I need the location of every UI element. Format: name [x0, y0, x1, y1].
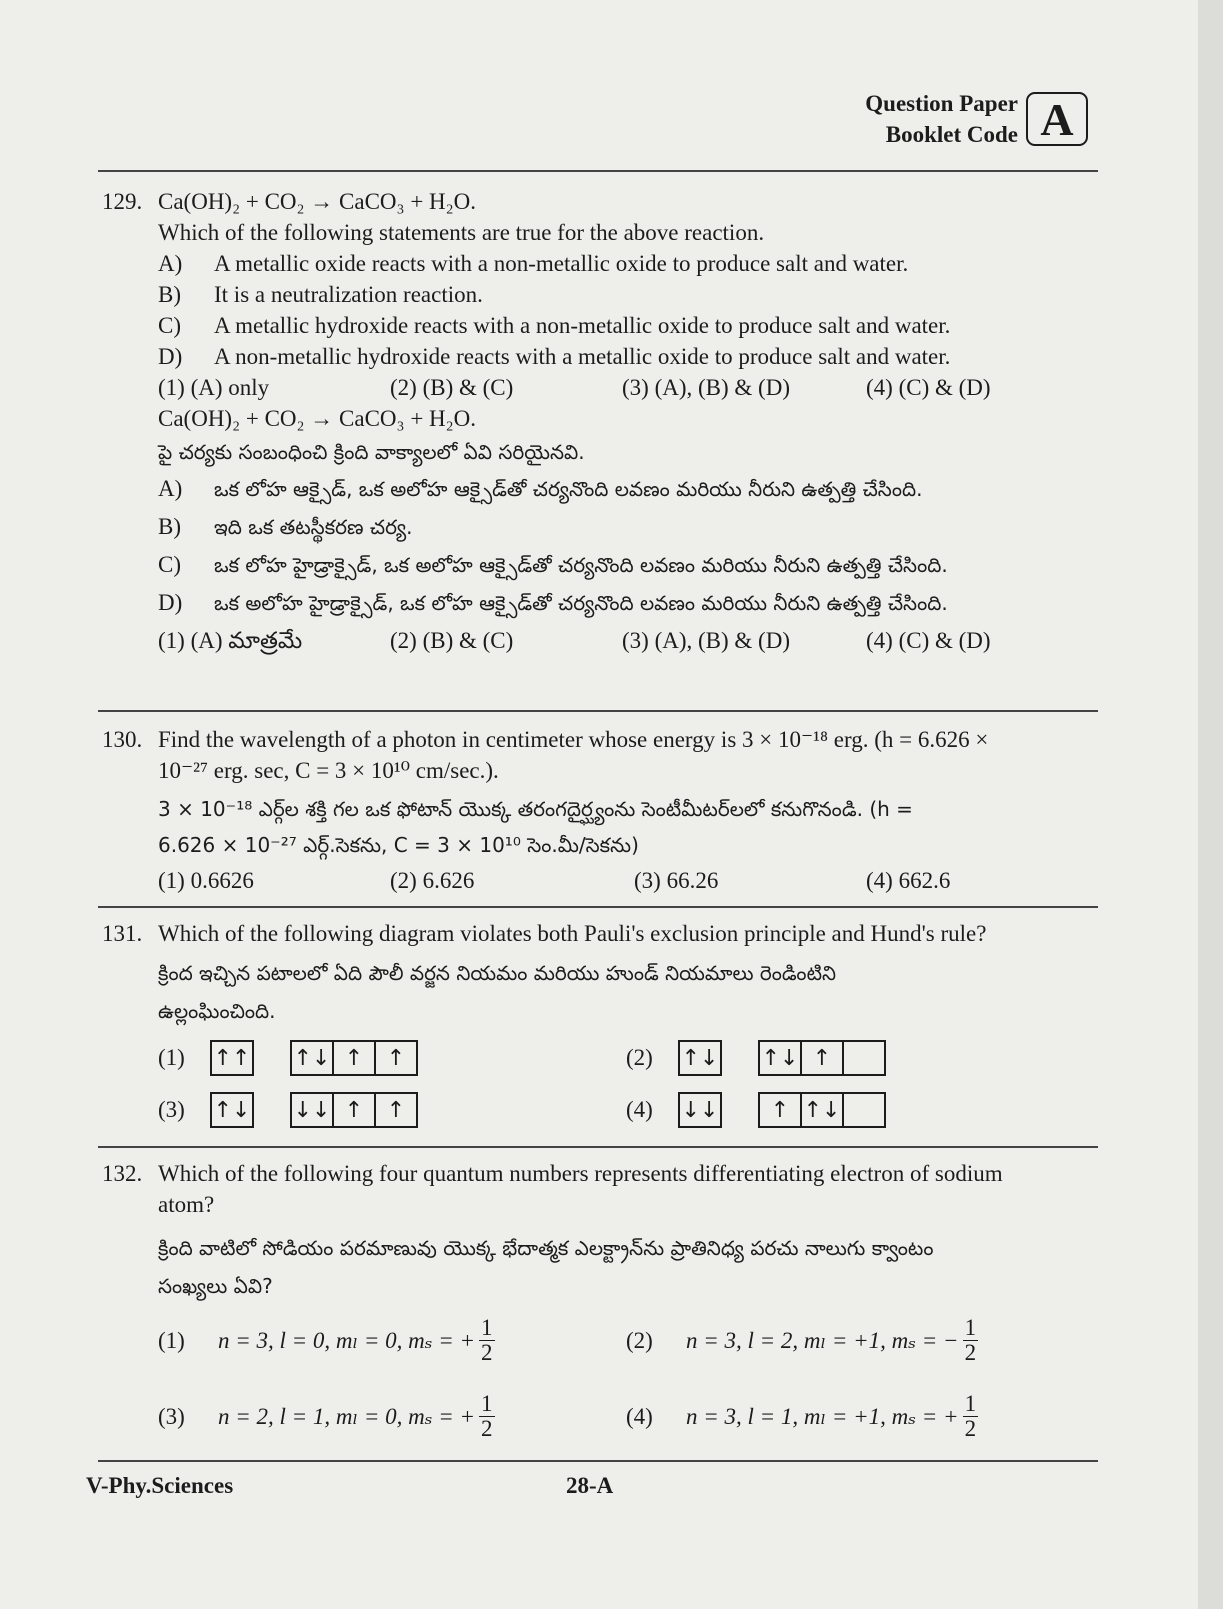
stem-te-line2: 6.626 × 10⁻²⁷ ఎర్గ్.సెకను, C = 3 × 10¹⁰ సెం.మీ/సెకను): [158, 833, 639, 857]
code-letter-box: A: [1026, 92, 1088, 146]
question-132: [102, 1158, 1102, 1304]
orbital-cell: ↑↓: [292, 1042, 334, 1074]
footer-page-number: 28-A: [566, 1473, 614, 1498]
option-label: (3): [158, 1097, 185, 1122]
orbital-cell: ↑: [386, 1097, 406, 1123]
code-label-line2: Booklet Code: [885, 122, 1018, 147]
divider: [98, 1146, 1098, 1148]
quantum-expression: n = 3, l = 0, mₗ = 0, mₛ = +: [218, 1327, 476, 1353]
choices-te: (1) (A) మాత్రమే (2) (B) & (C) (3) (A), (B) & (D) (4) (C) & (D): [158, 628, 991, 653]
p-orbital-boxes: [758, 1040, 886, 1076]
booklet-code: [865, 88, 1088, 150]
orbital-cell: ↓↓: [292, 1094, 334, 1126]
divider: [98, 710, 1098, 712]
stem-te-line1: క్రింది వాటిలో సోడియం పరమాణువు యొక్క భేదాత్మక ఎలక్ట్రాన్‌ను ప్రాతినిధ్య పరచు నాలుగు క్వాంటం: [158, 1236, 934, 1260]
option-en-b: B) It is a neutralization reaction.: [158, 282, 483, 307]
quantum-expression: n = 2, l = 1, mₗ = 0, mₛ = +: [218, 1403, 476, 1429]
diagram-option-4: [626, 1092, 886, 1128]
quantum-option-3: [158, 1392, 495, 1441]
stem-en: Which of the following statements are true for the above reaction.: [158, 220, 765, 245]
option-te-d: D) ఒక అలోహ హైడ్రాక్సైడ్, ఒక లోహ ఆక్సైడ్‌తో చర్యనొంది లవణం మరియు నీరుని ఉత్పత్తి చేసింది.: [158, 590, 948, 615]
diagram-option-1: [158, 1040, 418, 1076]
question-131: [102, 918, 1102, 1029]
divider: [98, 906, 1098, 908]
question-number: 129.: [102, 189, 143, 214]
stem-en-line2: atom?: [158, 1192, 215, 1217]
stem-te: పై చర్యకు సంబంధించి క్రింది వాక్యాలలో ఏవి సరియైనవి.: [158, 440, 585, 464]
stem-en-line2: 10⁻²⁷ erg. sec, C = 3 × 10¹⁰ cm/sec.).: [158, 758, 499, 783]
stem-en: Which of the following diagram violates both Pauli's exclusion principle and Hund's rule?: [158, 921, 987, 946]
stem-te-line2: ఉల్లంఘించింది.: [158, 999, 276, 1023]
choices-en: (1) (A) only (2) (B) & (C) (3) (A), (B) & (D) (4) (C) & (D): [158, 375, 991, 400]
stem-te-line1: 3 × 10⁻¹⁸ ఎర్గ్‌ల శక్తి గల ఒక ఫోటాన్ యొక్క తరంగదైర్ఘ్యంను సెంటీమీటర్‌లలో కనుగొనండి. (h =: [158, 797, 913, 821]
diagram-option-2: [626, 1040, 886, 1076]
orbital-cell: ↑↓: [760, 1042, 802, 1074]
orbital-cell: ↑↓: [802, 1094, 844, 1126]
option-en-d: D) A non-metallic hydroxide reacts with a metallic oxide to produce salt and water.: [158, 344, 951, 369]
diagram-option-3: [158, 1092, 418, 1128]
stem-te-line2: సంఖ్యలు ఏవి?: [158, 1274, 273, 1298]
orbital-cell: ↓↓: [681, 1097, 719, 1123]
orbital-cell: ↑↑: [213, 1045, 251, 1071]
stem-te-line1: క్రింద ఇచ్చిన పటాలలో ఏది పౌలీ వర్జన నియమం మరియు హుండ్ నియమాలు రెండింటిని: [158, 961, 837, 985]
orbital-cell: ↑↓: [213, 1097, 251, 1123]
orbital-cell: ↑: [334, 1042, 376, 1074]
option-label: (2): [626, 1327, 653, 1353]
fraction: $\frac{1}{2}$: [964, 1391, 977, 1441]
option-te-c: C) ఒక లోహ హైడ్రాక్సైడ్, ఒక అలోహ ఆక్సైడ్‌తో చర్యనొంది లవణం మరియు నీరుని ఉత్పత్తి చేసింది.: [158, 552, 948, 577]
question-number: 130.: [102, 727, 143, 752]
orbital-cell: ↑: [760, 1094, 802, 1126]
fraction: $\frac{1}{2}$: [481, 1315, 493, 1365]
code-label-line1: Question Paper: [865, 91, 1018, 116]
s-orbital-box: [210, 1040, 254, 1076]
option-label: (4): [626, 1097, 653, 1122]
orbital-cell: ↑: [386, 1045, 406, 1071]
divider: [98, 170, 1098, 172]
quantum-expression: n = 3, l = 2, mₗ = +1, mₛ = −: [686, 1327, 959, 1353]
question-129: [102, 186, 1102, 660]
question-number: 132.: [102, 1161, 143, 1186]
quantum-expression: n = 3, l = 1, mₗ = +1, mₛ = +: [686, 1403, 959, 1429]
question-130: [102, 724, 1102, 900]
option-label: (1): [158, 1327, 185, 1353]
equation-te: Ca(OH)₂ + CO₂ → CaCO₃ + H₂O.: [158, 406, 477, 431]
s-orbital-box: [678, 1092, 722, 1128]
orbital-cell: ↑↓: [681, 1045, 719, 1071]
p-orbital-boxes: [758, 1092, 886, 1128]
orbital-cell: ↑: [334, 1094, 376, 1126]
s-orbital-box: [210, 1092, 254, 1128]
option-en-a: A) A metallic oxide reacts with a non-metallic oxide to produce salt and water.: [158, 251, 909, 276]
quantum-option-2: [626, 1316, 978, 1365]
option-label: (2): [626, 1045, 653, 1070]
quantum-option-4: [626, 1392, 978, 1441]
orbital-cell: [844, 1094, 884, 1126]
p-orbital-boxes: [290, 1092, 418, 1128]
option-te-b: B) ఇది ఒక తటస్థీకరణ చర్య.: [158, 514, 413, 539]
footer-subject: V-Phy.Sciences: [86, 1473, 234, 1498]
choices: (1) 0.6626 (2) 6.626 (3) 66.26 (4) 662.6: [158, 868, 951, 893]
fraction: $\frac{1}{2}$: [964, 1315, 977, 1365]
s-orbital-box: [678, 1040, 722, 1076]
option-en-c: C) A metallic hydroxide reacts with a non-metallic oxide to produce salt and water.: [158, 313, 951, 338]
fraction: $\frac{1}{2}$: [481, 1391, 493, 1441]
stem-en-line1: Which of the following four quantum numbers represents differentiating electron of sodium: [158, 1161, 1003, 1186]
question-number: 131.: [102, 921, 143, 946]
option-label: (4): [626, 1403, 653, 1429]
orbital-cell: ↑: [802, 1042, 844, 1074]
divider: [98, 1460, 1098, 1462]
option-label: (3): [158, 1403, 185, 1429]
stem-en-line1: Find the wavelength of a photon in centimeter whose energy is 3 × 10⁻¹⁸ erg. (h = 6.626 ×: [158, 727, 989, 752]
equation-en: Ca(OH)₂ + CO₂ → CaCO₃ + H₂O.: [158, 189, 477, 214]
orbital-cell: [844, 1042, 884, 1074]
option-label: (1): [158, 1045, 185, 1070]
p-orbital-boxes: [290, 1040, 418, 1076]
quantum-option-1: [158, 1316, 495, 1365]
option-te-a: A) ఒక లోహ ఆక్సైడ్, ఒక అలోహ ఆక్సైడ్‌తో చర్యనొంది లవణం మరియు నీరుని ఉత్పత్తి చేసింది.: [158, 476, 923, 501]
